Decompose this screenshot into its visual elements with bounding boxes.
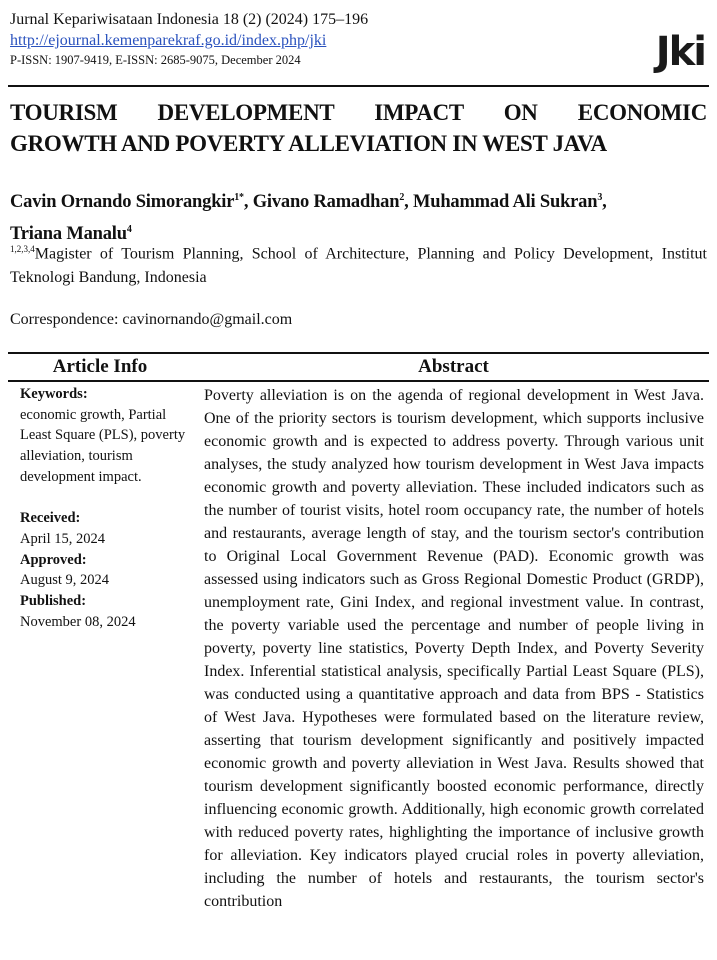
title-line-2: GROWTH AND POVERTY ALLEVIATION IN WEST JAVA [10, 131, 607, 156]
correspondence: Correspondence: cavinornando@gmail.com [10, 311, 293, 328]
header-divider [8, 85, 709, 87]
approved-date: August 9, 2024 [20, 572, 110, 589]
author-name: Givano Ramadhan [252, 192, 400, 213]
received-date: April 15, 2024 [20, 530, 105, 547]
keywords-value: economic growth, Partial Least Square (PLS), poverty alleviation, tourism development impact. [20, 406, 186, 485]
author-separator: , [602, 192, 607, 213]
author-sup: 4 [126, 224, 132, 236]
published-label: Published: [20, 593, 87, 610]
affiliation [10, 237, 707, 290]
journal-url-link[interactable]: http://ejournal.kemenparekraf.go.id/index.php/jki [10, 32, 327, 49]
author-sup: 2 [399, 192, 405, 203]
affiliation-text: Magister of Tourism Planning, School of Architecture, Planning and Policy Development, Institut Teknologi Bandung, Indonesia [10, 245, 707, 287]
author-separator: , [404, 192, 413, 213]
jki-logo-icon: Jki [655, 29, 705, 75]
journal-citation: Jurnal Kepariwisataan Indonesia 18 (2) (2024) 175–196 [10, 11, 369, 28]
received-label: Received: [20, 510, 81, 527]
title-line-1: TOURISM DEVELOPMENT IMPACT ON ECONOMIC [10, 100, 707, 125]
article-info-panel [20, 384, 190, 632]
keywords-label: Keywords: [20, 386, 88, 402]
table-header-rule [8, 380, 709, 382]
approved-label: Approved: [20, 551, 87, 568]
author-sup: 1* [234, 192, 244, 203]
abstract-text: Poverty alleviation is on the agenda of regional development in West Java. One of the priority sectors is tourism development, which supports inclusive economic growth and is expected to address poverty. Through various unit analyses, the study analyzed how tourism development in West Java impacts economic growth and poverty alleviation. These included indicators such as the number of tourist visits, hotel room occupancy rate, the number of hotels and restaurants, average length of stay, and the tourism sector's contribution to Original Local Government Revenue (PAD). Economic growth was assessed using indicators such as Gross Regional Domestic Product (GRDP), unemployment rate, Gini Index, and regional investment value. In contrast, the poverty variable used the percentage and number of people living in poverty, poverty line statistics, Poverty Depth Index, and Poverty Severity Index. Inferential statistical analysis, specifically Partial Least Square (PLS), was conducted using a quantitative approach and data from BPS - Statistics of West Java. Hypotheses were formulated based on the literature review, asserting that tourism development significantly and positively impacted economic growth and poverty alleviation in West Java. Results showed that tourism development significantly boosted economic performance, directly influencing economic growth. Additionally, high economic growth correlated with reduced poverty rates, highlighting the importance of inclusive growth for alleviation. Key indicators played crucial roles in poverty alleviation, including the number of hotels and restaurants, the tourism sector's contribution [204, 387, 704, 910]
author-name: Muhammad Ali Sukran [412, 192, 598, 213]
author-name: Cavin Ornando Simorangkir [10, 192, 235, 213]
author-sup: 3 [597, 192, 603, 203]
abstract-header: Abstract [418, 356, 489, 377]
paper-title [10, 97, 707, 159]
issn-line: P-ISSN: 1907-9419, E-ISSN: 2685-9075, December 2024 [10, 53, 301, 67]
published-date: November 08, 2024 [20, 613, 136, 630]
spacer [20, 488, 190, 509]
article-info-header: Article Info [52, 356, 148, 377]
author-name: Triana Manalu [10, 224, 127, 245]
author-separator: , [243, 192, 253, 213]
affiliation-sup: 1,2,3,4 [10, 244, 35, 254]
table-top-rule [8, 352, 709, 354]
